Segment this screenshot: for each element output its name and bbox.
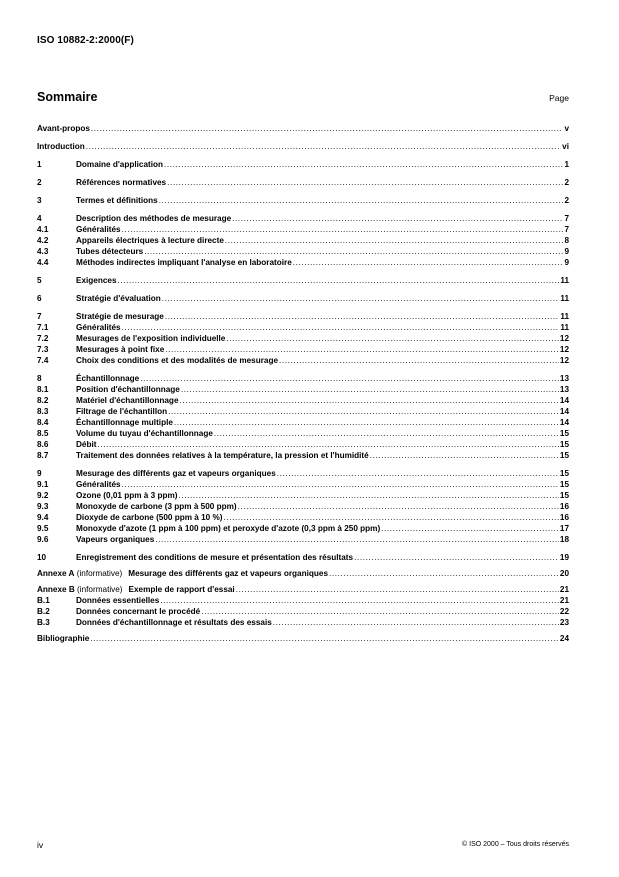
toc-entry-title-wrap [76, 523, 559, 534]
toc-entry-number: 9 [37, 469, 42, 478]
toc-entry[interactable] [37, 311, 569, 322]
toc-entry-title: Exigences [76, 276, 117, 285]
toc-entry[interactable] [37, 384, 569, 395]
toc-entry-page: 2 [564, 196, 569, 205]
toc-entry[interactable] [37, 177, 569, 188]
dot-leader [118, 275, 560, 286]
annex-label: Annexe A [37, 569, 75, 578]
toc-entry-title: Monoxyde d'azote (1 ppm à 100 ppm) et peroxyde d'azote (0,3 ppm à 250 ppm) [76, 524, 381, 533]
toc-entry[interactable] [37, 512, 569, 523]
dot-leader [140, 373, 559, 384]
toc-entry-title: Tubes détecteurs [76, 247, 144, 256]
dot-leader [155, 534, 559, 545]
toc-entry-page: 1 [564, 160, 569, 169]
dot-leader [122, 479, 559, 490]
page-column-label: Page [549, 93, 569, 103]
toc-entry-page: 16 [559, 513, 569, 522]
toc-entry-title: Matériel d'échantillonnage [76, 396, 179, 405]
toc-entry[interactable] [37, 333, 569, 344]
toc-entry-number: 4.2 [37, 236, 49, 245]
toc-entry-title: Débit [76, 440, 97, 449]
toc-entry-page: 24 [559, 634, 569, 643]
dot-leader [214, 428, 559, 439]
toc-entry-title: Généralités [76, 225, 121, 234]
toc-entry-number: 9.1 [37, 480, 49, 489]
toc-entry-number: 9.6 [37, 535, 49, 544]
toc-entry-page: 18 [559, 535, 569, 544]
toc-entry-number: 10 [37, 553, 47, 562]
toc-entry-page: 14 [559, 418, 569, 427]
toc-entry[interactable] [37, 141, 569, 152]
toc-entry-page: 19 [559, 553, 569, 562]
toc-entry-page: 2 [564, 178, 569, 187]
toc-entry-title-wrap [76, 195, 563, 206]
toc-entry-title-wrap [37, 584, 559, 595]
toc-entry-page: 14 [559, 407, 569, 416]
dot-leader [168, 406, 559, 417]
toc-entry[interactable] [37, 406, 569, 417]
toc-entry-number: 8.3 [37, 407, 49, 416]
toc-entry-title: Domaine d'application [76, 160, 164, 169]
toc-entry-title: Ozone (0,01 ppm à 3 ppm) [76, 491, 178, 500]
toc-entry-title: Monoxyde de carbone (3 ppm à 500 ppm) [76, 502, 237, 511]
toc-entry-page: 15 [559, 469, 569, 478]
toc-entry-title: Généralités [76, 480, 121, 489]
toc-entry-number: 8.7 [37, 451, 49, 460]
dot-leader [174, 417, 559, 428]
toc-entry-title: Position d'échantillonnage [76, 385, 180, 394]
toc-entry[interactable] [37, 257, 569, 268]
toc-entry-title: Description des méthodes de mesurage [76, 214, 232, 223]
toc-entry-number: 7 [37, 312, 42, 321]
dot-leader [160, 595, 559, 606]
toc-entry-page: 7 [564, 214, 569, 223]
toc-entry-page: 11 [560, 276, 569, 285]
toc-entry-title-wrap [37, 141, 561, 152]
toc-entry-title-wrap [76, 552, 559, 563]
toc-entry-title-wrap [76, 534, 559, 545]
toc-entry-page: 12 [559, 356, 569, 365]
toc-entry-number: 4.3 [37, 247, 49, 256]
toc-entry-title-wrap [76, 355, 559, 366]
toc-entry-title-wrap [76, 275, 559, 286]
toc-entry[interactable] [37, 501, 569, 512]
toc-entry-title-wrap [76, 501, 559, 512]
toc-entry-title: Appareils électriques à lecture directe [76, 236, 224, 245]
toc-entry-number: 8.2 [37, 396, 49, 405]
toc-entry-title: Généralités [76, 323, 121, 332]
toc-entry[interactable] [37, 417, 569, 428]
toc-entry-title: Données essentielles [76, 596, 160, 605]
toc-entry-title: Données d'échantillonnage et résultats des essais [76, 618, 272, 627]
toc-entry-page: 21 [559, 585, 569, 594]
toc-entry-title: Stratégie d'évaluation [76, 294, 161, 303]
toc-entry[interactable] [37, 568, 569, 579]
toc-entry[interactable] [37, 293, 569, 304]
toc-entry-page: vi [562, 142, 569, 151]
toc-entry-number: 9.4 [37, 513, 49, 522]
toc-entry[interactable] [37, 606, 569, 617]
toc-entry-title-wrap [76, 595, 559, 606]
toc-entry-title-wrap [76, 344, 559, 355]
toc-entry-page: 17 [559, 524, 569, 533]
dot-leader [232, 213, 563, 224]
toc-entry-page: 16 [559, 502, 569, 511]
toc-entry[interactable] [37, 617, 569, 628]
dot-leader [277, 468, 559, 479]
toc-entry-page: 20 [559, 569, 569, 578]
dot-leader [238, 501, 559, 512]
toc-entry-page: 15 [559, 451, 569, 460]
toc-entry[interactable] [37, 523, 569, 534]
toc-entry[interactable] [37, 246, 569, 257]
toc-entry-number: 3 [37, 196, 42, 205]
toc-entry-page: 23 [559, 618, 569, 627]
toc-entry[interactable] [37, 534, 569, 545]
dot-leader [225, 235, 564, 246]
dot-leader [159, 195, 564, 206]
toc-entry-title-wrap [76, 373, 559, 384]
annex-label: Annexe B [37, 585, 75, 594]
toc-entry-title-wrap [76, 257, 563, 268]
toc-entry-number: 8.4 [37, 418, 49, 427]
dot-leader [273, 617, 559, 628]
toc-entry[interactable] [37, 490, 569, 501]
toc-entry[interactable] [37, 479, 569, 490]
toc-entry[interactable] [37, 552, 569, 563]
dot-leader [91, 123, 564, 134]
toc-entry-number: 5 [37, 276, 42, 285]
document-id: ISO 10882-2:2000(F) [37, 35, 134, 46]
toc-entry-number: B.1 [37, 596, 50, 605]
toc-entry-title-wrap [76, 395, 559, 406]
toc-entry-title-wrap [37, 633, 559, 644]
table-of-contents [37, 123, 569, 644]
toc-entry-title-wrap [76, 311, 559, 322]
toc-entry-title: Traitement des données relatives à la température, la pression et l'humidité [76, 451, 369, 460]
toc-entry-page: v [564, 124, 569, 133]
toc-entry[interactable] [37, 195, 569, 206]
toc-entry[interactable] [37, 439, 569, 450]
toc-entry-title: Échantillonnage [76, 374, 140, 383]
toc-entry-title: Mesurages de l'exposition individuelle [76, 334, 226, 343]
toc-entry-title: Mesurages à point fixe [76, 345, 165, 354]
toc-entry-page: 15 [559, 480, 569, 489]
toc-entry-number: 4 [37, 214, 42, 223]
toc-entry[interactable] [37, 213, 569, 224]
toc-entry-title: Échantillonnage multiple [76, 418, 173, 427]
toc-entry-title-wrap [76, 224, 563, 235]
toc-entry-page: 15 [559, 491, 569, 500]
footer-copyright: © ISO 2000 – Tous droits réservés [462, 841, 569, 848]
toc-entry[interactable] [37, 428, 569, 439]
annex-informative-label: (informative) [74, 585, 123, 594]
dot-leader [162, 293, 560, 304]
dot-leader [354, 552, 559, 563]
dot-leader [226, 333, 559, 344]
toc-entry-title: Introduction [37, 142, 85, 151]
dot-leader [293, 257, 564, 268]
dot-leader [144, 246, 563, 257]
toc-entry-title: Références normatives [76, 178, 167, 187]
toc-entry-number: 9.3 [37, 502, 49, 511]
toc-entry[interactable] [37, 450, 569, 461]
toc-entry-title-wrap [76, 246, 563, 257]
toc-entry-title: Vapeurs organiques [76, 535, 155, 544]
dot-leader [122, 322, 560, 333]
dot-leader [370, 450, 559, 461]
toc-entry-page: 11 [560, 323, 569, 332]
toc-entry-title: Données concernant le procédé [76, 607, 201, 616]
toc-entry[interactable] [37, 355, 569, 366]
toc-entry-title-wrap [76, 479, 559, 490]
toc-entry[interactable] [37, 395, 569, 406]
toc-entry-title: Bibliographie [37, 634, 90, 643]
dot-leader [165, 344, 559, 355]
dot-leader [167, 177, 563, 188]
dot-leader [122, 224, 564, 235]
toc-entry-title-wrap [76, 606, 559, 617]
toc-entry-page: 8 [564, 236, 569, 245]
toc-entry[interactable] [37, 633, 569, 644]
toc-entry-number: 9.5 [37, 524, 49, 533]
toc-entry-title-wrap [76, 322, 559, 333]
toc-entry-title: Avant-propos [37, 124, 90, 133]
toc-entry[interactable] [37, 159, 569, 170]
toc-entry[interactable] [37, 344, 569, 355]
toc-entry-title-wrap [76, 417, 559, 428]
toc-entry-number: 4.1 [37, 225, 49, 234]
dot-leader [279, 355, 559, 366]
dot-leader [97, 439, 558, 450]
annex-informative-label: (informative) [74, 569, 123, 578]
dot-leader [236, 584, 559, 595]
toc-entry-title: Mesurage des différents gaz et vapeurs organiques [128, 569, 328, 578]
toc-entry-number: 8 [37, 374, 42, 383]
toc-entry-title-wrap [76, 490, 559, 501]
toc-entry-title: Dioxyde de carbone (500 ppm à 10 %) [76, 513, 223, 522]
toc-entry[interactable] [37, 123, 569, 134]
toc-entry-title-wrap [37, 568, 559, 579]
toc-entry-title: Filtrage de l'échantillon [76, 407, 168, 416]
toc-entry-title-wrap [76, 235, 563, 246]
dot-leader [165, 311, 560, 322]
toc-entry[interactable] [37, 373, 569, 384]
toc-entry[interactable] [37, 275, 569, 286]
toc-entry-number: 8.5 [37, 429, 49, 438]
dot-leader [178, 490, 558, 501]
toc-entry-number: 4.4 [37, 258, 49, 267]
toc-entry-page: 14 [559, 396, 569, 405]
toc-entry-number: 8.1 [37, 385, 49, 394]
toc-entry-page: 22 [559, 607, 569, 616]
toc-entry-number: 7.1 [37, 323, 49, 332]
toc-entry-title-wrap [76, 468, 559, 479]
toc-entry-title-wrap [37, 123, 563, 134]
toc-entry-number: 7.3 [37, 345, 49, 354]
toc-entry-title-wrap [76, 293, 559, 304]
toc-entry-page: 11 [560, 294, 569, 303]
toc-entry[interactable] [37, 468, 569, 479]
toc-entry-title-wrap [76, 384, 559, 395]
toc-entry[interactable] [37, 595, 569, 606]
dot-leader [329, 568, 559, 579]
toc-entry-number: 6 [37, 294, 42, 303]
toc-entry-number: 2 [37, 178, 42, 187]
toc-entry[interactable] [37, 235, 569, 246]
toc-entry[interactable] [37, 584, 569, 595]
toc-entry-number: 1 [37, 160, 42, 169]
dot-leader [86, 141, 561, 152]
toc-entry-title: Volume du tuyau d'échantillonnage [76, 429, 213, 438]
dot-leader [90, 633, 559, 644]
toc-entry-page: 11 [560, 312, 569, 321]
title-row [37, 90, 569, 104]
toc-entry[interactable] [37, 224, 569, 235]
toc-entry-number: 7.2 [37, 334, 49, 343]
toc-entry-title: Exemple de rapport d'essai [128, 585, 235, 594]
toc-entry-number: B.3 [37, 618, 50, 627]
dot-leader [224, 512, 559, 523]
toc-entry-title-wrap [76, 439, 559, 450]
toc-entry-number: 8.6 [37, 440, 49, 449]
toc-entry-page: 9 [564, 258, 569, 267]
toc-entry-number: B.2 [37, 607, 50, 616]
toc-entry-page: 15 [559, 429, 569, 438]
toc-entry-title-wrap [76, 177, 563, 188]
toc-entry-page: 9 [564, 247, 569, 256]
toc-entry-page: 15 [559, 440, 569, 449]
toc-entry-page: 13 [559, 374, 569, 383]
toc-entry-title-wrap [76, 213, 563, 224]
toc-entry-title-wrap [76, 512, 559, 523]
toc-entry-page: 12 [559, 334, 569, 343]
toc-entry-title-wrap [76, 450, 559, 461]
dot-leader [181, 384, 559, 395]
dot-leader [180, 395, 559, 406]
toc-entry-title: Stratégie de mesurage [76, 312, 164, 321]
dot-leader [164, 159, 563, 170]
toc-entry-title: Enregistrement des conditions de mesure et présentation des résultats [76, 553, 354, 562]
page-title: Sommaire [37, 90, 98, 104]
toc-entry-title-wrap [76, 428, 559, 439]
toc-entry-page: 12 [559, 345, 569, 354]
toc-entry-title: Mesurage des différents gaz et vapeurs organiques [76, 469, 276, 478]
toc-entry-title: Méthodes indirectes impliquant l'analyse en laboratoire [76, 258, 292, 267]
toc-entry-title-wrap [76, 617, 559, 628]
toc-entry-title-wrap [76, 406, 559, 417]
footer-page-number: iv [37, 840, 44, 850]
toc-entry-title-wrap [76, 333, 559, 344]
toc-entry[interactable] [37, 322, 569, 333]
toc-entry-number: 7.4 [37, 356, 49, 365]
toc-entry-title-wrap [76, 159, 563, 170]
toc-entry-page: 7 [564, 225, 569, 234]
toc-entry-title: Termes et définitions [76, 196, 158, 205]
dot-leader [201, 606, 559, 617]
toc-entry-page: 13 [559, 385, 569, 394]
toc-entry-number: 9.2 [37, 491, 49, 500]
toc-entry-page: 21 [559, 596, 569, 605]
toc-entry-title: Choix des conditions et des modalités de mesurage [76, 356, 279, 365]
dot-leader [381, 523, 559, 534]
